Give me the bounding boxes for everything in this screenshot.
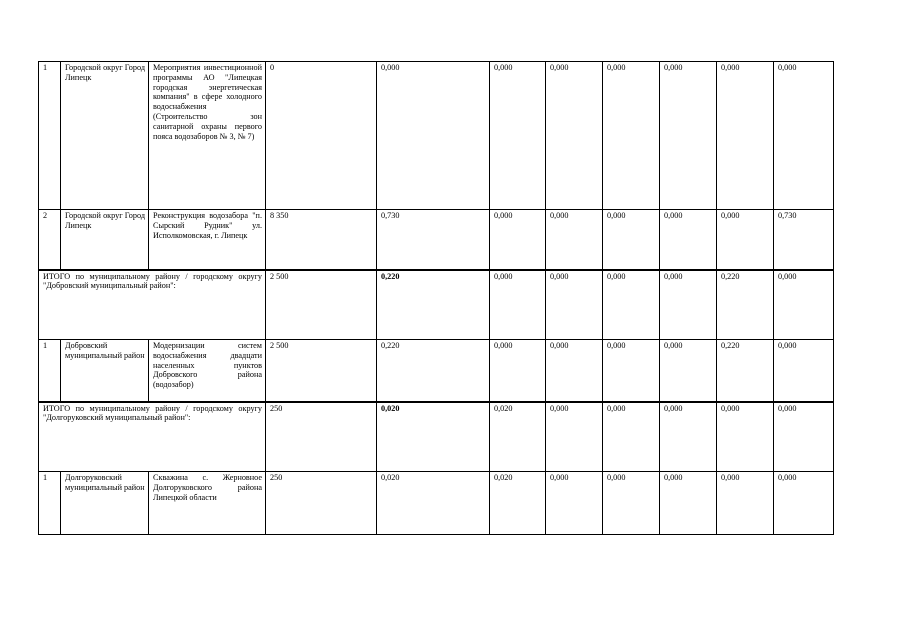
municipality-cell: Добровский муниципальный район bbox=[61, 340, 149, 402]
year-value-cell: 0,000 bbox=[774, 270, 834, 340]
year-value-cell: 0,000 bbox=[603, 62, 660, 210]
row-number: 1 bbox=[39, 472, 61, 535]
row-number: 1 bbox=[39, 340, 61, 402]
year-value-cell: 0,000 bbox=[490, 62, 546, 210]
total-row bbox=[39, 270, 834, 340]
year-value-cell: 0,000 bbox=[603, 210, 660, 270]
total-label: ИТОГО по муниципальному району / городскому округу "Добровский муниципальный район": bbox=[39, 270, 266, 340]
table-row bbox=[39, 210, 834, 270]
total-label: ИТОГО по муниципальному району / городскому округу "Долгоруковский муниципальный район": bbox=[39, 402, 266, 472]
description-cell: Реконструкция водозабора "п. Сырский Рудник" ул. Исполкомовская, г. Липецк bbox=[149, 210, 266, 270]
total-cell: 0,220 bbox=[377, 270, 490, 340]
year-value-cell: 0,000 bbox=[546, 210, 603, 270]
capacity-cell: 2 500 bbox=[266, 340, 377, 402]
year-value-cell: 0,000 bbox=[660, 210, 717, 270]
description-cell: Скважина с. Жерновное Долгоруковского района Липецкой области bbox=[149, 472, 266, 535]
year-value-cell: 0,000 bbox=[660, 472, 717, 535]
description-cell: Модернизации систем водоснабжения двадцати населенных пунктов Добровского района (водозабор) bbox=[149, 340, 266, 402]
year-value-cell: 0,000 bbox=[546, 62, 603, 210]
year-value-cell: 0,000 bbox=[546, 472, 603, 535]
year-value-cell: 0,000 bbox=[774, 62, 834, 210]
description-cell: Мероприятия инвестиционной программы АО "Липецкая городская энергетическая компания" в сфере холодного водоснабжения (Строительство зон санитарной охраны первого пояса водозаборов № 3, № 7) bbox=[149, 62, 266, 210]
year-value-cell: 0,000 bbox=[603, 270, 660, 340]
year-value-cell: 0,220 bbox=[717, 340, 774, 402]
total-cell: 0,730 bbox=[377, 210, 490, 270]
row-number: 2 bbox=[39, 210, 61, 270]
year-value-cell: 0,000 bbox=[774, 340, 834, 402]
year-value-cell: 0,000 bbox=[774, 472, 834, 535]
year-value-cell: 0,000 bbox=[546, 270, 603, 340]
year-value-cell: 0,000 bbox=[717, 472, 774, 535]
year-value-cell: 0,000 bbox=[660, 402, 717, 472]
year-value-cell: 0,000 bbox=[660, 270, 717, 340]
year-value-cell: 0,020 bbox=[490, 402, 546, 472]
year-value-cell: 0,000 bbox=[546, 402, 603, 472]
year-value-cell: 0,000 bbox=[546, 340, 603, 402]
year-value-cell: 0,000 bbox=[603, 472, 660, 535]
capacity-cell: 250 bbox=[266, 402, 377, 472]
table-row bbox=[39, 340, 834, 402]
year-value-cell: 0,000 bbox=[660, 340, 717, 402]
total-cell: 0,000 bbox=[377, 62, 490, 210]
year-value-cell: 0,000 bbox=[660, 62, 717, 210]
year-value-cell: 0,020 bbox=[490, 472, 546, 535]
year-value-cell: 0,000 bbox=[774, 402, 834, 472]
total-cell: 0,020 bbox=[377, 472, 490, 535]
table-row bbox=[39, 62, 834, 210]
total-cell: 0,220 bbox=[377, 340, 490, 402]
table-body bbox=[39, 62, 834, 535]
year-value-cell: 0,220 bbox=[717, 270, 774, 340]
capacity-cell: 2 500 bbox=[266, 270, 377, 340]
capacity-cell: 8 350 bbox=[266, 210, 377, 270]
year-value-cell: 0,000 bbox=[603, 402, 660, 472]
capacity-cell: 250 bbox=[266, 472, 377, 535]
year-value-cell: 0,000 bbox=[717, 402, 774, 472]
row-number: 1 bbox=[39, 62, 61, 210]
year-value-cell: 0,000 bbox=[717, 210, 774, 270]
capacity-cell: 0 bbox=[266, 62, 377, 210]
investment-table bbox=[38, 61, 834, 535]
total-cell: 0,020 bbox=[377, 402, 490, 472]
year-value-cell: 0,000 bbox=[717, 62, 774, 210]
year-value-cell: 0,000 bbox=[490, 270, 546, 340]
year-value-cell: 0,000 bbox=[603, 340, 660, 402]
table-row bbox=[39, 472, 834, 535]
year-value-cell: 0,730 bbox=[774, 210, 834, 270]
municipality-cell: Городской округ Город Липецк bbox=[61, 62, 149, 210]
municipality-cell: Долгоруковский муниципальный район bbox=[61, 472, 149, 535]
municipality-cell: Городской округ Город Липецк bbox=[61, 210, 149, 270]
year-value-cell: 0,000 bbox=[490, 340, 546, 402]
total-row bbox=[39, 402, 834, 472]
year-value-cell: 0,000 bbox=[490, 210, 546, 270]
